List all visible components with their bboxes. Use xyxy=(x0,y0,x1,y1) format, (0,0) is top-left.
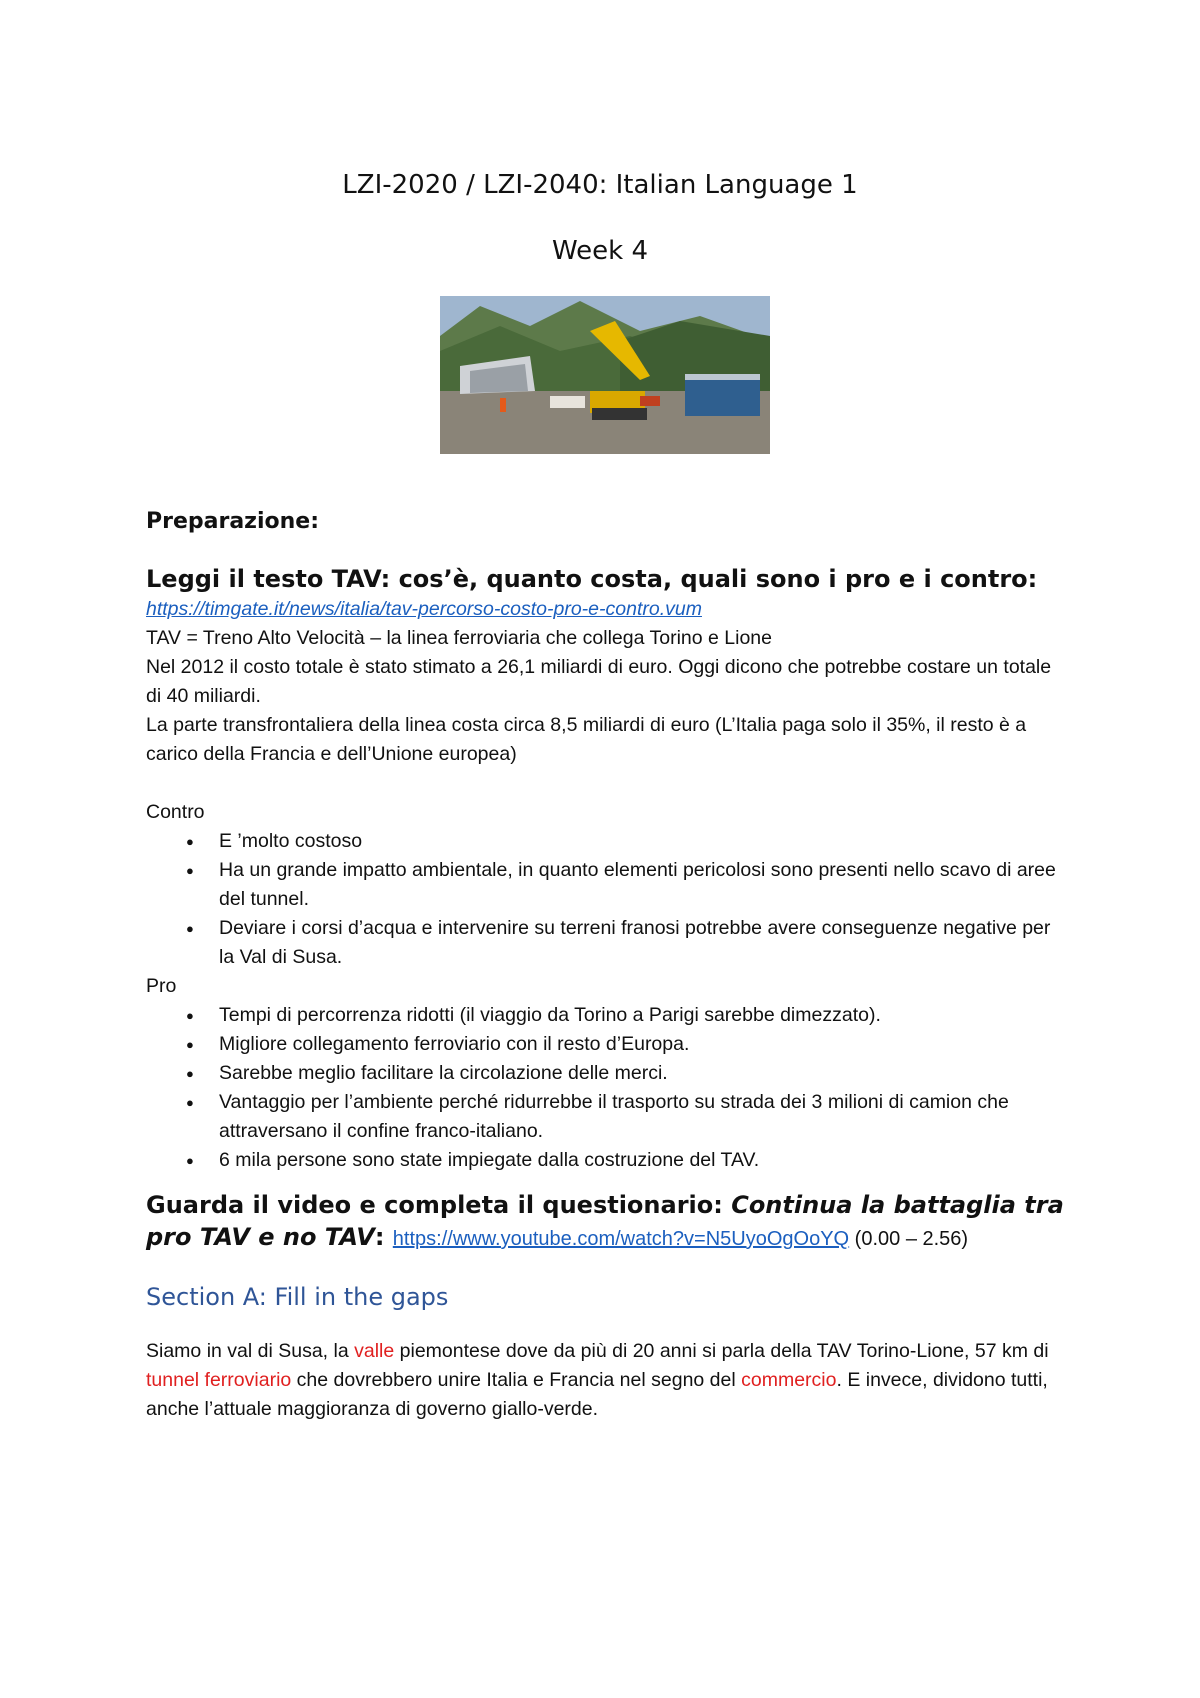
reading-link[interactable]: https://timgate.it/news/italia/tav-percorso-costo-pro-e-contro.vum xyxy=(146,598,702,620)
reading-heading: Leggi il testo TAV: cos’è, quanto costa, quali sono i pro e i contro: xyxy=(146,565,1038,593)
list-item: ● 6 mila persone sono state impiegate dalla costruzione del TAV. xyxy=(146,1146,1066,1175)
text-segment: . E invece, dividono tutti, anche l’attuale maggioranza di governo giallo-verde. xyxy=(146,1369,1048,1420)
text-segment: che dovrebbero unire Italia e Francia nel segno del xyxy=(291,1369,742,1391)
video-link[interactable]: https://www.youtube.com/watch?v=N5UyoOgOoYQ xyxy=(392,1228,850,1250)
reading-line-3: La parte transfrontaliera della linea costa circa 8,5 miliardi di euro (L’Italia paga solo il 35%, il resto è a carico della Francia e dell’Unione europea) xyxy=(146,714,1027,765)
reading-line-1: TAV = Treno Alto Velocità – la linea ferroviaria che collega Torino e Lione xyxy=(146,627,772,649)
preparazione-heading: Preparazione: xyxy=(146,509,320,534)
list-item: ● Ha un grande impatto ambientale, in quanto elementi pericolosi sono presenti nello scavo di aree del tunnel. xyxy=(146,856,1066,914)
gap-answer-3: commercio xyxy=(741,1369,837,1391)
list-item: ● Vantaggio per l’ambiente perché ridurrebbe il trasporto su strada dei 3 milioni di camion che attraversano il confine franco-italiano. xyxy=(146,1088,1066,1146)
construction-site-photo xyxy=(440,296,770,454)
list-item: ● Migliore collegamento ferroviario con il resto d’Europa. xyxy=(146,1030,1066,1059)
list-item: ● E ’molto costoso xyxy=(146,827,1066,856)
pro-list xyxy=(146,1001,1066,1175)
gap-answer-1: valle xyxy=(354,1340,395,1362)
list-item: ● Tempi di percorrenza ridotti (il viaggio da Torino a Parigi sarebbe dimezzato). xyxy=(146,1001,1066,1030)
document-title: LZI-2020 / LZI-2040: Italian Language 1 xyxy=(342,170,858,200)
video-heading xyxy=(146,1189,1066,1255)
video-colon: : xyxy=(374,1223,393,1251)
pro-label: Pro xyxy=(146,975,177,997)
main-content xyxy=(146,507,1066,1424)
reading-line-2: Nel 2012 il costo totale è stato stimato a 26,1 miliardi di euro. Oggi dicono che potrebbe costare un totale di 40 miliardi. xyxy=(146,656,1052,707)
fill-gaps-paragraph xyxy=(146,1337,1066,1424)
video-heading-prefix: Guarda il video e completa il questionario: xyxy=(146,1191,732,1219)
section-a-heading: Section A: Fill in the gaps xyxy=(146,1283,449,1311)
week-label: Week 4 xyxy=(551,236,649,266)
contro-label: Contro xyxy=(146,801,205,823)
text-segment: piemontese dove da più di 20 anni si parla della TAV Torino-Lione, 57 km di xyxy=(394,1340,1049,1362)
video-title: Continua la battaglia tra pro TAV e no TAV xyxy=(146,1191,1064,1251)
video-time: (0.00 – 2.56) xyxy=(849,1228,969,1250)
text-segment: Siamo in val di Susa, la xyxy=(146,1340,355,1362)
gap-answer-2: tunnel ferroviario xyxy=(146,1369,292,1391)
list-item: ● Sarebbe meglio facilitare la circolazione delle merci. xyxy=(146,1059,1066,1088)
list-item: ● Deviare i corsi d’acqua e intervenire su terreni franosi potrebbe avere conseguenze negative per la Val di Susa. xyxy=(146,914,1066,972)
contro-list xyxy=(146,827,1066,972)
